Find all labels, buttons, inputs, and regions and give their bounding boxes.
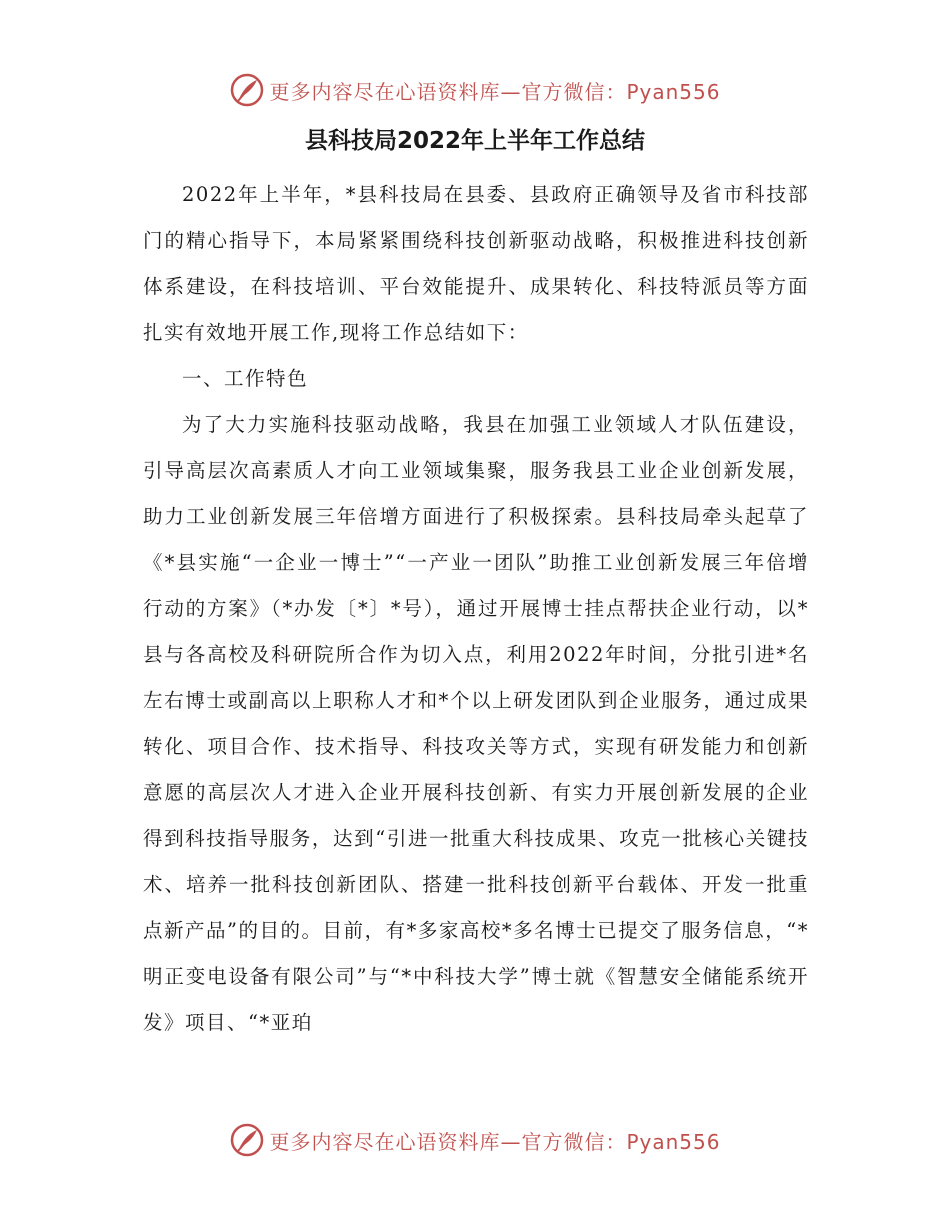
feather-pen-icon [229, 1122, 265, 1158]
watermark-text: 更多内容尽在心语资料库—官方微信：Pyan556 [269, 79, 721, 104]
watermark-text: 更多内容尽在心语资料库—官方微信：Pyan556 [269, 1129, 721, 1154]
intro-paragraph: 2022年上半年，*县科技局在县委、县政府正确领导及省市科技部门的精心指导下，本局紧紧围绕科技创新驱动战略，积极推进科技创新体系建设，在科技培训、平台效能提升、成果转化、科技特派员等方面扎实有效地开展工作,现将工作总结如下： [143, 183, 809, 344]
feather-pen-icon [229, 72, 265, 108]
section-heading: 一、工作特色 [182, 367, 309, 390]
header-watermark-banner [0, 70, 950, 110]
body-paragraph: 为了大力实施科技驱动战略，我县在加强工业领域人才队伍建设，引导高层次高素质人才向工业领域集聚，服务我县工业企业创新发展，助力工业创新发展三年倍增方面进行了积极探索。县科技局牵头起草了《*县实施“一企业一博士”“一产业一团队”助推工业创新发展三年倍增行动的方案》（*办发〔*〕*号），通过开展博士挂点帮扶企业行动，以*县与各高校及科研院所合作为切入点，利用2022年时间，分批引进*名左右博士或副高以上职称人才和*个以上研发团队到企业服务，通过成果转化、项目合作、技术指导、科技攻关等方式，实现有研发能力和创新意愿的高层次人才进入企业开展科技创新、有实力开展创新发展的企业得到科技指导服务，达到“引进一批重大科技成果、攻克一批核心关键技术、培养一批科技创新团队、搭建一批科技创新平台载体、开发一批重点新产品”的目的。目前，有*多家高校*多名博士已提交了服务信息，“*明正变电设备有限公司”与“*中科技大学”博士就《智慧安全储能系统开发》项目、“*亚珀 [143, 413, 809, 1034]
document-body [143, 172, 809, 1046]
document-title: 县科技局2022年上半年工作总结 [304, 128, 645, 154]
footer-watermark-banner [0, 1120, 950, 1160]
